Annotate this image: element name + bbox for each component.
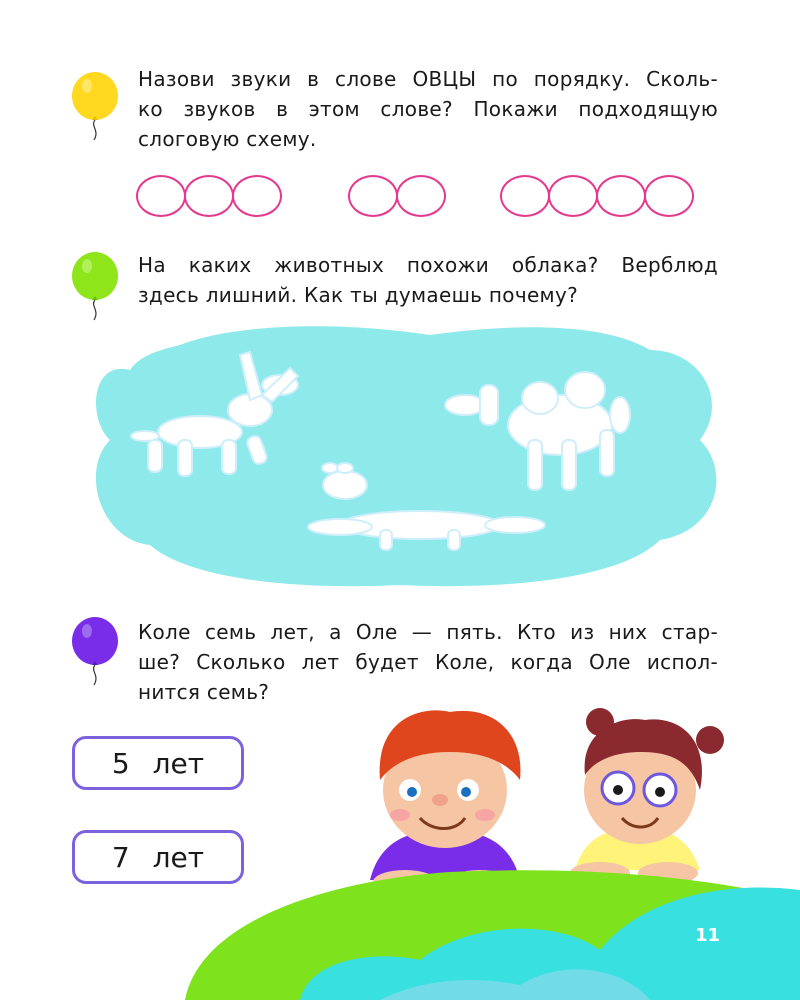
task-3-text: Коле семь лет, а Оле — пять. Кто из них стар- ше? Сколько лет будет Коле, когда Оле испол- нится семь? — [138, 620, 718, 704]
answer-option-5[interactable]: 5 лет — [72, 736, 244, 790]
answer-option-7[interactable]: 7 лет — [72, 830, 244, 884]
page-number: 11 — [694, 925, 720, 946]
boy-figure — [370, 710, 520, 894]
girl-figure — [570, 708, 724, 884]
task-1-text: Назови звуки в слове ОВЦЫ по порядку. Сколь- ко звуков в этом слове? Покажи подходящую слоговую схему. — [138, 67, 718, 151]
task-2-text: На каких животных похожи облака? Верблюд здесь лишний. Как ты думаешь почему? — [138, 253, 718, 307]
